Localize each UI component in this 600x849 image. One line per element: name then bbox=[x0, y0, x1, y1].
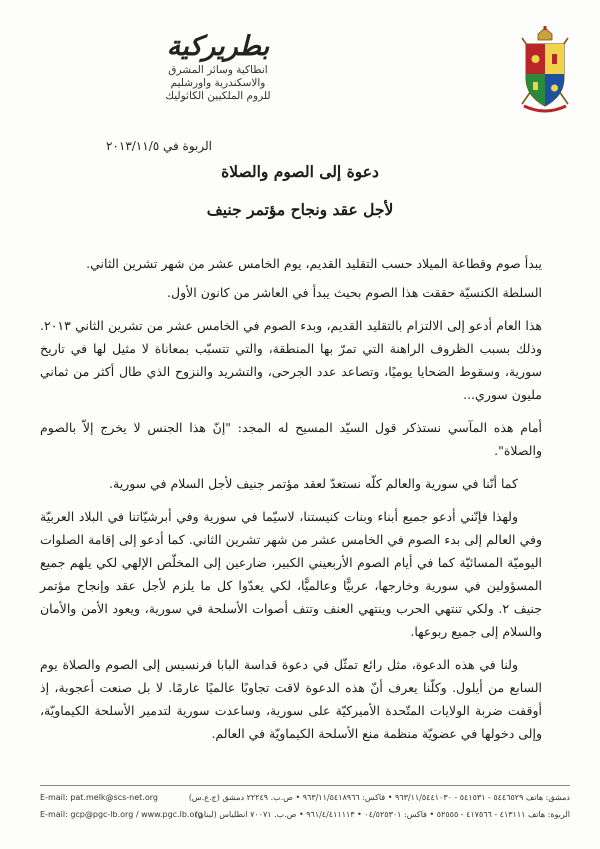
letterhead bbox=[98, 30, 338, 103]
title-line-1: دعوة إلى الصوم والصلاة bbox=[221, 162, 379, 181]
paragraph-2: السلطة الكنسيّة حققت هذا الصوم بحيث يبدأ في العاشر من كانون الأول. bbox=[167, 285, 542, 300]
paragraph-5: كما أنّنا في سورية والعالم كلّه نستعدّ لعقد مؤتمر جنيف لأجل السلام في سورية. bbox=[109, 476, 518, 491]
letterhead-line-3: للروم الملكيين الكاثوليك bbox=[165, 90, 271, 102]
paragraph-6: ولهذا فإنّني أدعو جميع أبناء وبنات كنيستنا، لاسيّما في سورية وفي أبرشيّاتنا في البلاد العربيّة وفي العالم إلى بدء الصوم في الخامس عشر من شهر تشرين الثاني. كما أدعو إلى إقامة الصلوات اليوميّة المسائيّة كما في أيام الصوم الأربعيني الكبير، ضارعين إلى المخلّص الإلهي لكي يلهم جميع المسؤولين في سورية وخارجها، عربيًّا وعالميًّا، لكي يعدّوا كل ما يلزم لأجل عقد وإنجاح مؤتمر جنيف ٢. ولكي تنتهي الحرب وينتهي العنف وتتف أصوات الأسلحة في سورية، ويعود الأمن والأمان والسلام إلى جميع ربوعها. bbox=[40, 509, 542, 639]
title-block bbox=[160, 160, 440, 222]
paragraph-3: هذا العام أدعو إلى الالتزام بالتقليد القديم، وبدء الصوم في الخامس عشر من تشرين الثاني ٢٠١٣. وذلك بسبب الظروف الراهنة التي تمرّ بها المنطقة، والتي تتسبّب بمعاناة لا مثيل لها في تاريخ سورية، وسقوط الضحايا يوميًا، وتصاعد عدد الجرحى، والتشريد والنزوح الذي طال أكثر من ثماني مليون سوري... bbox=[40, 318, 542, 402]
paragraph-4: أمام هذه المآسي نستذكر قول السيّد المسيح له المجد: "إنّ هذا الجنس لا يخرج إلاّ بالصوم والصلاة". bbox=[40, 420, 542, 458]
paragraph-1: يبدأ صوم وقطاعة الميلاد حسب التقليد القديم، يوم الخامس عشر من شهر تشرين الثاني. bbox=[86, 256, 542, 271]
footer-rabweh-address: الربوة: هاتف ٤١٣١١١ - ٤١٧٥٦٦ - ٥٢٥٥٥ • فاكس: ٠٤/٥٢٥٣٠١ • ٩٦١/٤/٤١١١١٣ • ص.ب. ٧٠٠٧١ انطلياس (لبنان) bbox=[194, 810, 570, 819]
letter-body bbox=[40, 252, 542, 755]
letterhead-logo: بطريركية bbox=[166, 31, 270, 62]
footer-divider bbox=[40, 785, 570, 786]
letterhead-line-1: انطاكية وسائر المشرق bbox=[168, 64, 268, 76]
footer-damascus-address: دمشق: هاتف ٥٤٤٦٥٢٩ - ٥٤١٥٣١ - ٩٦٣/١١/٥٤٤١٠٣٠ • فاكس: ٩٦٣/١١/٥٤١٨٩٦٦ • ص.ب. ٢٢٢٤٩ دمشق (ج.ع.س) bbox=[188, 793, 570, 802]
paragraph-7: ولنا في هذه الدعوة، مثل رائع تمثّل في دعوة قداسة البابا فرنسيس إلى الصوم والصلاة يوم السابع من أيلول. وكلّنا يعرف أنّ هذه الدعوة لاقت تجاوبًا عالميًا عارمًا. لا بل صنعت أعجوبة، إذ أوقفت ضربة الولايات المتّحدة الأميركيّة على سورية، وساعدت سورية لتدمير الأسلحة الكيماويّة، وإلى دخولها في عضويّة منظمة منع الأسلحة الكيماويّة في العالم. bbox=[40, 657, 542, 741]
footer-damascus bbox=[40, 793, 570, 807]
patriarchal-crest-icon bbox=[516, 26, 574, 116]
letterhead-line-2: والاسكندرية واورشليم bbox=[170, 77, 266, 89]
title-line-2: لأجل عقد ونجاح مؤتمر جنيف bbox=[206, 200, 394, 219]
footer-rabweh-email-web[interactable]: E-mail: gcp@pgc-lb.org / www.pgc.lb.org bbox=[40, 810, 203, 819]
footer-rabweh bbox=[40, 810, 570, 824]
footer-damascus-email[interactable]: E-mail: pat.melk@scs-net.org bbox=[40, 793, 158, 802]
letter-date: الربوة في ٢٠١٣/١١/٥ bbox=[105, 139, 212, 153]
